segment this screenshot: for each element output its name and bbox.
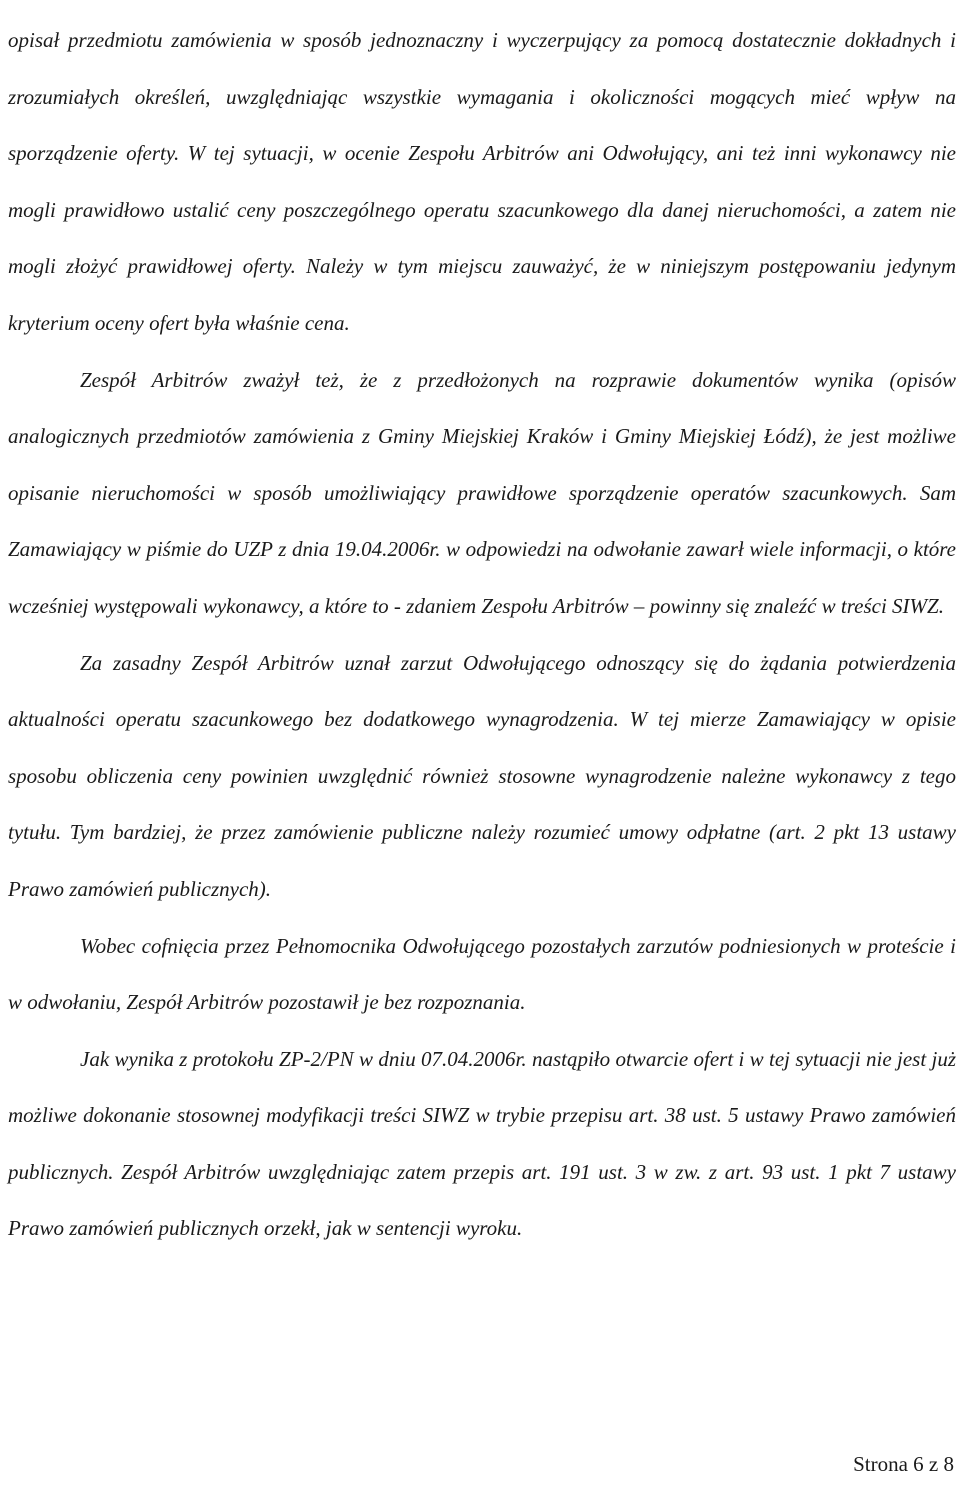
paragraph-1: opisał przedmiotu zamówienia w sposób jednoznaczny i wyczerpujący za pomocą dostatecznie dokładnych i zrozumiałych określeń, uwzględniając wszystkie wymagania i okoliczności mogących mieć wpływ na sporządzenie oferty. W tej sytuacji, w ocenie Zespołu Arbitrów ani Odwołujący, ani też inni wykonawcy nie mogli prawidłowo ustalić ceny poszczególnego operatu szacunkowego dla danej nieruchomości, a zatem nie mogli złożyć prawidłowej oferty. Należy w tym miejscu zauważyć, że w niniejszym postępowaniu jedynym kryterium oceny ofert była właśnie cena. [8,28,956,335]
paragraph-5: Jak wynika z protokołu ZP-2/PN w dniu 07.04.2006r. nastąpiło otwarcie ofert i w tej sytuacji nie jest już możliwe dokonanie stosownej modyfikacji treści SIWZ w trybie przepisu art. 38 ust. 5 ustawy Prawo zamówień publicznych. Zespół Arbitrów uwzględniając zatem przepis art. 191 ust. 3 w zw. z art. 93 ust. 1 pkt 7 ustawy Prawo zamówień publicznych orzekł, jak w sentencji wyroku. [8,1046,956,1241]
paragraph-3: Za zasadny Zespół Arbitrów uznał zarzut Odwołującego odnoszący się do żądania potwierdzenia aktualności operatu szacunkowego bez dodatkowego wynagrodzenia. W tej mierze Zamawiający w opisie sposobu obliczenia ceny powinien uwzględnić również stosowne wynagrodzenie należne wykonawcy z tego tytułu. Tym bardziej, że przez zamówienie publiczne należy rozumieć umowy odpłatne (art. 2 pkt 13 ustawy Prawo zamówień publicznych). [8,650,956,901]
paragraph-4: Wobec cofnięcia przez Pełnomocnika Odwołującego pozostałych zarzutów podniesionych w proteście i w odwołaniu, Zespół Arbitrów pozostawił je bez rozpoznania. [8,933,956,1015]
paragraph-2: Zespół Arbitrów zważył też, że z przedłożonych na rozprawie dokumentów wynika (opisów analogicznych przedmiotów zamówienia z Gminy Miejskiej Kraków i Gminy Miejskiej Łódź), że jest możliwe opisanie nieruchomości w sposób umożliwiający prawidłowe sporządzenie operatów szacunkowych. Sam Zamawiający w piśmie do UZP z dnia 19.04.2006r. w odpowiedzi na odwołanie zawarł wiele informacji, o które wcześniej występowali wykonawcy, a które to - zdaniem Zespołu Arbitrów – powinny się znaleźć w treści SIWZ. [8,367,956,618]
document-page [8,0,956,1257]
page-number: Strona 6 z 8 [853,1452,954,1476]
